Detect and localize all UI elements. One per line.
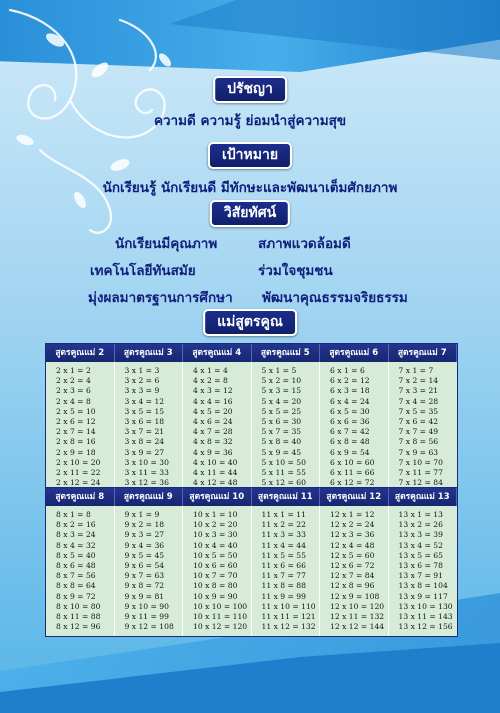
- table-cell: 5 x 7 = 35: [261, 427, 302, 437]
- table-cell: 11 x 8 = 88: [261, 581, 306, 591]
- table-cell: 8 x 11 = 88: [56, 611, 101, 621]
- table-cell: 6 x 7 = 42: [330, 427, 370, 437]
- table-cell: 10 x 10 = 100: [193, 601, 248, 611]
- table-cell: 6 x 3 = 18: [330, 386, 370, 396]
- table-cell: 8 x 3 = 24: [56, 530, 96, 540]
- table-cell: 9 x 2 = 18: [124, 520, 165, 530]
- table-cell: 7 x 8 = 56: [398, 437, 439, 447]
- table-cell: 13 x 10 = 130: [398, 601, 453, 611]
- table-cell: 13 x 9 = 117: [398, 591, 448, 601]
- table-cell: 3 x 10 = 30: [124, 457, 169, 467]
- table-cell: 11 x 3 = 33: [261, 530, 306, 540]
- table-cell: 7 x 6 = 42: [398, 416, 439, 426]
- table-column: [46, 362, 115, 492]
- table-header: สูตรคูณแม่ 11: [252, 488, 321, 506]
- table-column: [252, 506, 321, 636]
- table-cell: 6 x 12 = 72: [330, 478, 375, 488]
- table-cell: 7 x 3 = 21: [398, 386, 439, 396]
- table-column: [389, 506, 458, 636]
- table-cell: 9 x 7 = 63: [124, 571, 165, 581]
- goal-text: นักเรียนรู้ นักเรียนดี มีทักษะและพัฒนาเต็มศักยภาพ: [102, 180, 398, 196]
- table-cell: 9 x 12 = 108: [124, 622, 174, 632]
- table-cell: 4 x 10 = 40: [193, 457, 238, 467]
- table-cell: 2 x 7 = 14: [56, 427, 96, 437]
- table-cell: 12 x 7 = 84: [330, 571, 375, 581]
- table-cell: 10 x 8 = 80: [193, 581, 238, 591]
- table-cell: 5 x 4 = 20: [261, 396, 302, 406]
- table-cell: 13 x 3 = 39: [398, 530, 443, 540]
- vision-item: ร่วมใจชุมชน: [258, 263, 333, 279]
- table-cell: 3 x 3 = 9: [124, 386, 160, 396]
- table-cell: 13 x 5 = 65: [398, 550, 443, 560]
- table-cell: 3 x 9 = 27: [124, 447, 165, 457]
- table-cell: 8 x 12 = 96: [56, 622, 101, 632]
- vision-item: สภาพแวดล้อมดี: [258, 236, 351, 252]
- table-header: สูตรคูณแม่ 2: [46, 344, 115, 362]
- vision-item: พัฒนาคุณธรรมจริยธรรม: [262, 290, 408, 306]
- table-cell: 2 x 2 = 4: [56, 376, 91, 386]
- table-cell: 13 x 12 = 156: [398, 622, 453, 632]
- table-cell: 13 x 4 = 52: [398, 540, 443, 550]
- table-cell: 11 x 5 = 55: [261, 550, 306, 560]
- table-cell: 8 x 10 = 80: [56, 601, 101, 611]
- table-cell: 5 x 1 = 5: [261, 366, 297, 375]
- table-cell: 3 x 12 = 36: [124, 478, 169, 488]
- table-cell: 6 x 9 = 54: [330, 447, 370, 457]
- table-cell: 4 x 3 = 12: [193, 386, 233, 396]
- table-cell: 7 x 2 = 14: [398, 376, 439, 386]
- table-cell: 10 x 2 = 20: [193, 520, 238, 530]
- table-cell: 5 x 6 = 30: [261, 416, 302, 426]
- table-cell: 13 x 8 = 104: [398, 581, 448, 591]
- vision-heading: วิสัยทัศน์: [210, 200, 290, 227]
- table-cell: 3 x 11 = 33: [124, 467, 169, 477]
- table-cell: 13 x 11 = 143: [398, 611, 453, 621]
- table-cell: 9 x 4 = 36: [124, 540, 165, 550]
- table-cell: 12 x 10 = 120: [330, 601, 385, 611]
- table-cell: 10 x 7 = 70: [193, 571, 238, 581]
- table-cell: 3 x 4 = 12: [124, 396, 165, 406]
- table-cell: 7 x 12 = 84: [398, 478, 443, 488]
- table-cell: 11 x 1 = 11: [261, 510, 306, 519]
- times-table-2-to-7: [45, 343, 458, 493]
- table-cell: 8 x 5 = 40: [56, 550, 96, 560]
- table-cell: 12 x 6 = 72: [330, 560, 375, 570]
- table-cell: 6 x 6 = 36: [330, 416, 370, 426]
- table-header: สูตรคูณแม่ 13: [389, 488, 458, 506]
- table-cell: 6 x 4 = 24: [330, 396, 370, 406]
- table-cell: 9 x 10 = 90: [124, 601, 169, 611]
- table-cell: 12 x 2 = 24: [330, 520, 375, 530]
- table-column: [46, 506, 115, 636]
- table-cell: 10 x 5 = 50: [193, 550, 238, 560]
- table-cell: 10 x 11 = 110: [193, 611, 248, 621]
- table-cell: 12 x 9 = 108: [330, 591, 380, 601]
- table-cell: 10 x 9 = 90: [193, 591, 238, 601]
- table-column: [183, 506, 252, 636]
- table-cell: 11 x 12 = 132: [261, 622, 316, 632]
- table-cell: 7 x 1 = 7: [398, 366, 434, 375]
- table-cell: 6 x 10 = 60: [330, 457, 375, 467]
- table-cell: 5 x 3 = 15: [261, 386, 302, 396]
- table-cell: 4 x 12 = 48: [193, 478, 238, 488]
- vision-item: มุ่งผลมาตรฐานการศึกษา: [88, 290, 233, 306]
- table-cell: 12 x 3 = 36: [330, 530, 375, 540]
- table-header: สูตรคูณแม่ 12: [320, 488, 389, 506]
- table-cell: 5 x 10 = 50: [261, 457, 306, 467]
- table-cell: 3 x 2 = 6: [124, 376, 160, 386]
- table-header: สูตรคูณแม่ 4: [183, 344, 252, 362]
- table-cell: 4 x 1 = 4: [193, 366, 228, 375]
- table-cell: 10 x 6 = 60: [193, 560, 238, 570]
- table-cell: 2 x 6 = 12: [56, 416, 96, 426]
- table-cell: 13 x 1 = 13: [398, 510, 443, 519]
- table-cell: 7 x 10 = 70: [398, 457, 443, 467]
- table-cell: 7 x 5 = 35: [398, 406, 439, 416]
- table-cell: 3 x 7 = 21: [124, 427, 165, 437]
- philosophy-heading: ปรัชญา: [213, 76, 287, 103]
- table-cell: 2 x 11 = 22: [56, 467, 101, 477]
- table-cell: 13 x 6 = 78: [398, 560, 443, 570]
- table-cell: 12 x 4 = 48: [330, 540, 375, 550]
- table-cell: 2 x 8 = 16: [56, 437, 96, 447]
- table-cell: 9 x 8 = 72: [124, 581, 165, 591]
- table-cell: 13 x 2 = 26: [398, 520, 443, 530]
- table-cell: 11 x 10 = 110: [261, 601, 316, 611]
- table-header: สูตรคูณแม่ 8: [46, 488, 115, 506]
- table-cell: 6 x 8 = 48: [330, 437, 370, 447]
- table-cell: 4 x 6 = 24: [193, 416, 233, 426]
- table-cell: 5 x 8 = 40: [261, 437, 302, 447]
- table-cell: 7 x 7 = 49: [398, 427, 439, 437]
- table-cell: 4 x 9 = 36: [193, 447, 233, 457]
- table-cell: 4 x 8 = 32: [193, 437, 233, 447]
- table-cell: 2 x 3 = 6: [56, 386, 91, 396]
- table-cell: 11 x 7 = 77: [261, 571, 306, 581]
- goal-heading: เป้าหมาย: [208, 142, 292, 169]
- table-cell: 7 x 11 = 77: [398, 467, 443, 477]
- times-tables-heading: แม่สูตรคูณ: [203, 309, 297, 336]
- table-column: [389, 362, 458, 492]
- table-cell: 6 x 5 = 30: [330, 406, 370, 416]
- vision-item: นักเรียนมีคุณภาพ: [115, 236, 218, 252]
- table-cell: 4 x 11 = 44: [193, 467, 238, 477]
- table-cell: 6 x 11 = 66: [330, 467, 375, 477]
- table-column: [320, 362, 389, 492]
- table-cell: 9 x 1 = 9: [124, 510, 160, 519]
- table-cell: 12 x 5 = 60: [330, 550, 375, 560]
- table-header: สูตรคูณแม่ 3: [115, 344, 184, 362]
- table-cell: 9 x 5 = 45: [124, 550, 165, 560]
- times-table-8-to-13: [45, 487, 458, 637]
- table-cell: 2 x 10 = 20: [56, 457, 101, 467]
- table-column: [183, 362, 252, 492]
- table-cell: 12 x 8 = 96: [330, 581, 375, 591]
- table-cell: 12 x 12 = 144: [330, 622, 385, 632]
- table-cell: 2 x 1 = 2: [56, 366, 91, 375]
- table-cell: 11 x 9 = 99: [261, 591, 306, 601]
- table-cell: 5 x 2 = 10: [261, 376, 302, 386]
- table-column: [115, 362, 184, 492]
- table-header: สูตรคูณแม่ 6: [320, 344, 389, 362]
- table-cell: 8 x 2 = 16: [56, 520, 96, 530]
- table-cell: 12 x 11 = 132: [330, 611, 385, 621]
- table-cell: 4 x 7 = 28: [193, 427, 233, 437]
- table-cell: 11 x 4 = 44: [261, 540, 306, 550]
- table-cell: 8 x 6 = 48: [56, 560, 96, 570]
- table-cell: 11 x 6 = 66: [261, 560, 306, 570]
- table-cell: 10 x 4 = 40: [193, 540, 238, 550]
- table-cell: 2 x 9 = 18: [56, 447, 96, 457]
- table-column: [320, 506, 389, 636]
- table-cell: 2 x 12 = 24: [56, 478, 101, 488]
- table-cell: 10 x 12 = 120: [193, 622, 248, 632]
- table-cell: 4 x 5 = 20: [193, 406, 233, 416]
- table-cell: 9 x 9 = 81: [124, 591, 165, 601]
- table-cell: 8 x 8 = 64: [56, 581, 96, 591]
- table-cell: 3 x 6 = 18: [124, 416, 165, 426]
- table-cell: 13 x 7 = 91: [398, 571, 443, 581]
- philosophy-text: ความดี ความรู้ ย่อมนำสู่ความสุข: [153, 113, 347, 129]
- table-cell: 2 x 5 = 10: [56, 406, 96, 416]
- table-cell: 5 x 9 = 45: [261, 447, 302, 457]
- table-header: สูตรคูณแม่ 9: [115, 488, 184, 506]
- table-cell: 2 x 4 = 8: [56, 396, 91, 406]
- table-cell: 10 x 1 = 10: [193, 510, 238, 519]
- table-cell: 11 x 2 = 22: [261, 520, 306, 530]
- table-cell: 5 x 5 = 25: [261, 406, 302, 416]
- table-cell: 10 x 3 = 30: [193, 530, 238, 540]
- table-cell: 3 x 1 = 3: [124, 366, 160, 375]
- table-cell: 7 x 9 = 63: [398, 447, 439, 457]
- table-column: [115, 506, 184, 636]
- table-cell: 9 x 6 = 54: [124, 560, 165, 570]
- table-column: [252, 362, 321, 492]
- table-cell: 3 x 8 = 24: [124, 437, 165, 447]
- table-cell: 11 x 11 = 121: [261, 611, 316, 621]
- table-cell: 12 x 1 = 12: [330, 510, 375, 519]
- table-cell: 3 x 5 = 15: [124, 406, 165, 416]
- vision-item: เทคโนโลยีทันสมัย: [90, 263, 196, 279]
- table-header: สูตรคูณแม่ 7: [389, 344, 458, 362]
- table-cell: 9 x 11 = 99: [124, 611, 169, 621]
- table-cell: 6 x 1 = 6: [330, 366, 365, 375]
- table-cell: 8 x 1 = 8: [56, 510, 91, 519]
- table-cell: 5 x 11 = 55: [261, 467, 306, 477]
- table-cell: 4 x 2 = 8: [193, 376, 228, 386]
- table-cell: 7 x 4 = 28: [398, 396, 439, 406]
- table-cell: 8 x 9 = 72: [56, 591, 96, 601]
- table-cell: 8 x 4 = 32: [56, 540, 96, 550]
- table-cell: 5 x 12 = 60: [261, 478, 306, 488]
- table-header: สูตรคูณแม่ 10: [183, 488, 252, 506]
- table-header: สูตรคูณแม่ 5: [252, 344, 321, 362]
- table-cell: 8 x 7 = 56: [56, 571, 96, 581]
- table-cell: 4 x 4 = 16: [193, 396, 233, 406]
- table-cell: 6 x 2 = 12: [330, 376, 370, 386]
- table-cell: 9 x 3 = 27: [124, 530, 165, 540]
